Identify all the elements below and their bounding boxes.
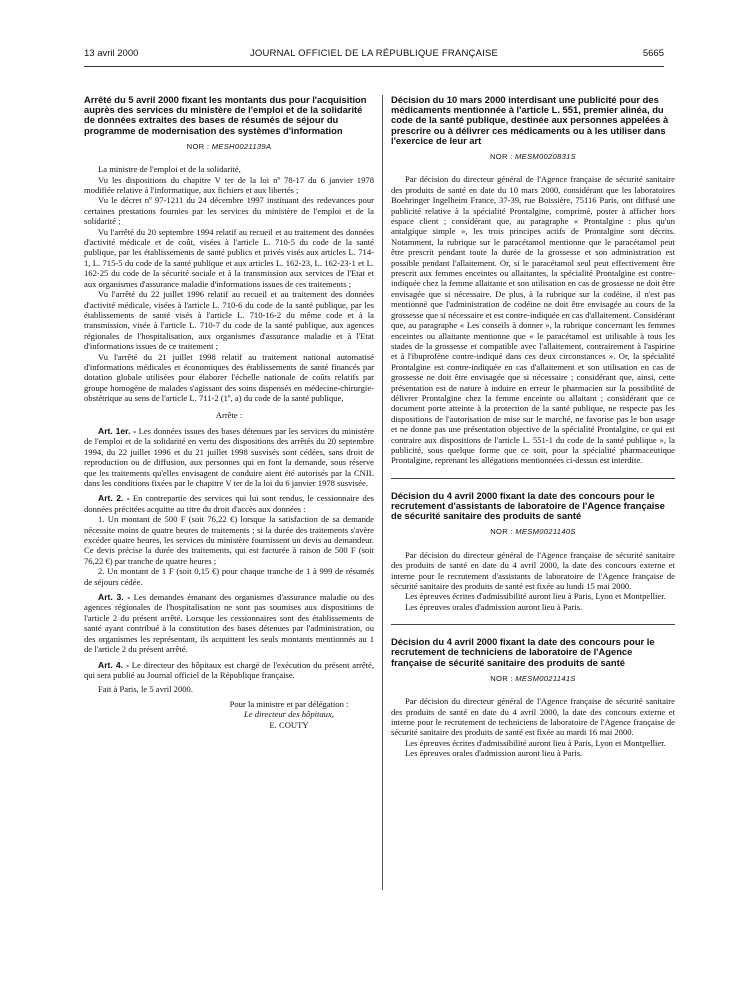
paragraph: La ministre de l'emploi et de la solidarité, — [98, 164, 241, 175]
signature-line-1: Pour la ministre et par délégation : — [229, 698, 349, 709]
right-column — [391, 95, 675, 759]
signature-name: E. COUTY — [269, 719, 309, 730]
arrete-label: Arrête : — [215, 409, 243, 420]
decision-3-heading: Décision du 4 avril 2000 fixant la date des concours pour le recrutement de techniciens de laboratoire de l'Agence française de sécurité sanitaire des produits de santé — [391, 636, 655, 668]
signature-line-2: Le directeur des hôpitaux, — [244, 709, 334, 720]
article-2: Art. 2. - En contrepartie des services qui lui sont rendus, le cessionnaire des données précitées acquitte au titre du droit d'accès aux données : — [84, 493, 374, 514]
section-rule — [391, 624, 675, 625]
article-4: Art. 4. - Le directeur des hôpitaux est chargé de l'exécution du présent arrêté, qui sera publié au Journal officiel de la République française. — [84, 659, 374, 680]
page-header — [84, 48, 664, 62]
fait-line: Fait à Paris, le 5 avril 2000. — [98, 684, 193, 695]
paragraph: Vu les dispositions du chapitre V ter de la loi nº 78-17 du 6 janvier 1978 modifiée relative à l'informatique, aux fichiers et aux libertés ; — [84, 174, 374, 196]
decision-3-nor: NOR : MESM0021141S — [490, 673, 576, 683]
column-divider — [382, 95, 383, 890]
arrete-heading: Arrêté du 5 avril 2000 fixant les montants dus pour l'acquisition auprès des services du ministère de l'emploi et de la solidarité de données extraites des bases de résumés de séjour du programme de modernisation des systèmes d'information — [84, 94, 367, 136]
header-rule — [84, 66, 664, 67]
paragraph: Les épreuves écrites d'admissibilité auront lieu à Paris, Lyon et Montpellier. — [405, 737, 666, 748]
paragraph: 2. Un montant de 1 F (soit 0,15 €) pour chaque tranche de 1 à 999 de résumés de séjours cédée. — [84, 566, 374, 587]
article-3: Art. 3. - Les demandes émanant des organismes d'assurance maladie ou des agences régionales de l'hospitalisation ne sont pas soumises aux dispositions de l'article 2 du présent arrêté. Lorsque les cessionnaires sont des établissements de santé ayant contribué à la constitution des bases détenues par l'administration, ou des organismes les représentant, ils acquittent les seuls montants mentionnés au 1 de l'article 2 du présent arrêté. — [84, 592, 375, 655]
decision-2-nor: NOR : MESM0021140S — [490, 527, 576, 537]
issue-date: 13 avril 2000 — [84, 48, 139, 59]
left-column — [84, 95, 374, 730]
section-rule — [391, 478, 675, 479]
decision-1-heading: Décision du 10 mars 2000 interdisant une publicité pour des médicaments mentionnée à l'article L. 551, premier alinéa, du code de la santé publique, destinée aux personnes appelées à prescrire ou à délivrer ces médicaments ou à les utiliser dans l'exercice de leur art — [391, 94, 669, 146]
page-number: 5665 — [642, 48, 664, 59]
decision-2-heading: Décision du 4 avril 2000 fixant la date des concours pour le recrutement d'assistants de laboratoire de l'Agence française de sécurité sanitaire des produits de santé — [391, 489, 665, 522]
article-1: Art. 1er. - Les données issues des bases détenues par les services du ministère de l'emploi et de la solidarité en vertu des dispositions des arrêtés du 20 septembre 1994, du 22 juillet 1996 et du 21 juillet 1998 susvisés sont cédées, sans droit de reproduction ou de diffusion, aux personnes qui en font la demande, sous réserve que les traitements qu'elles envisagent de conduire aient été autorisés par la CNIL dans les conditions fixées par le chapitre V ter de la loi du 6 janvier 1978 susvisée. — [84, 425, 374, 488]
paragraph: Vu l'arrêté du 22 juillet 1996 relatif au recueil et au traitement des données d'activité médicale, visées à l'article L. 710-6 du code de la santé publique, par les établissements de santé visés à l'article L. 710-16-2 du même code et à la transmission, visée à l'article L. 710-7 du code de la santé publique, aux agences régionales de l'hospitalisation, aux organismes d'assurance maladie et à l'Etat d'informations issues de ce traitement ; — [84, 289, 374, 352]
paragraph: Les épreuves orales d'admission auront lieu à Paris. — [405, 601, 583, 612]
decision-1-nor: NOR : MESM0020831S — [489, 152, 577, 162]
paragraph: Les épreuves écrites d'admissibilité auront lieu à Paris, Lyon et Montpellier. — [405, 591, 666, 602]
paragraph: 1. Un montant de 500 F (soit 76,22 €) lorsque la satisfaction de sa demande nécessite moins de quatre heures de traitements ; si la durée des traitements s'avère excéder quatre heures, les services du ministère fournissent un devis au demandeur. Ce devis précise la durée des traitements, qui est facturée à raison de 500 F (soit 76,22 €) par tranche de quatre heures ; — [84, 514, 374, 566]
paragraph: Vu l'arrêté du 20 septembre 1994 relatif au recueil et au traitement des données d'activité médicale et de coût, visées à l'article L. 710-5 du code de la santé publique, par les établissements de santé publics et privés visés aux articles L. 714-1, L. 715-5 du code de la santé publique et aux articles L. 162-23, L. 162-23-1 et L. 162-25 du code de la sécurité sociale et à la transmission aux services de l'Etat et aux organismes d'assurance maladie d'informations issues de ces traitements ; — [84, 226, 374, 289]
paragraph: Par décision du directeur général de l'Agence française de sécurité sanitaire des produits de santé en date du 10 mars 2000, considérant que les laboratoires Boehringer Ingelheim France, 37-39, rue Boissière, 75116 Paris, ont diffusé une publicité relative à la spécialité Prontalgine, comprimé, poster à afficher hors espace client ; considérant que, au paragraphe « Prontalgine : plus qu'un antalgique simple », les trois principes actifs de Prontalgine sont décrits. Notamment, la rubrique sur le paracétamol mentionne que le paracétamol peut être prescrit pendant toute la durée de la grossesse et son administration est possible pendant l'allaitement. Or, si le paracétamol seul peut effectivement être prescrit aux femmes enceintes ou allaitantes, la spécialité Prontalgine est contre-indiquée chez la femme allaitante et son utilisation en cas de grossesse ne doit être envisagée que si nécessaire. De plus, à la rubrique sur la codéine, il n'est pas mentionné que l'administration de codéine ne doit être envisagée au cours de la grossesse que si nécessaire et est contre-indiquée en cas d'allaitement. Considérant que, au paragraphe « Les conseils à donner », la rubrique concernant les femmes enceintes ou allaitante mentionne que « le paracétamol est utilisable à tous les stades de la grossesse et compatible avec l'allaitement, contrairement à l'aspirine et à l'ibuprofène contre-indiqué dans ces deux circonstances ». Or, la spécialité Prontalgine est contre-indiquée en cas d'allaitement et son utilisation en cas de grossesse ne doit être envisagée que si nécessaire ; considérant que, ainsi, cette présentation est de nature à induire en erreur le pharmacien sur la possibilité de délivrer Prontalgine chez la femme enceinte ou allaitant ; considérant que ce document porte atteinte à la protection de la santé publique, ne respecte pas les dispositions de l'autorisation de mise sur le marché, ne favorise pas le bon usage et ne donne pas une présentation objective de la spécialité Prontalgine, ce qui est contraire aux dispositions de l'article L. 551-1 du code de la santé publique », la publicité, sous quelque forme que ce soit, pour la spécialité pharmaceutique Prontalgine, reprenant les allégations mentionnées ci-dessus est interdite. — [391, 174, 675, 466]
paragraph: Par décision du directeur général de l'Agence française de sécurité sanitaire des produits de santé en date du 4 avril 2000, la date des concours externe et interne pour le recrutement de techniciens de laboratoire de l'Agence française de sécurité sanitaire des produits de santé est fixée au mardi 16 mai 2000. — [391, 696, 675, 738]
paragraph: Les épreuves orales d'admission auront lieu à Paris. — [405, 748, 583, 759]
journal-title: JOURNAL OFFICIEL DE LA RÉPUBLIQUE FRANÇAISE — [249, 48, 499, 59]
paragraph: Par décision du directeur général de l'Agence française de sécurité sanitaire des produits de santé en date du 4 avril 2000, la date des concours externe et interne pour le recrutement d'assistants de laboratoire de l'Agence française de sécurité sanitaire des produits de santé est fixée au lundi 15 mai 2000. — [391, 549, 675, 592]
arrete-nor: NOR : MESH0021139A — [186, 141, 272, 151]
paragraph: Vu le décret nº 97-1211 du 24 décembre 1997 instituant des redevances pour certaines prestations fournies par les services du ministère de l'emploi et de la solidarité ; — [84, 195, 374, 227]
paragraph: Vu l'arrêté du 21 juillet 1998 relatif au traitement national automatisé d'informations médicales et économiques des établissements de santé financés par dotation globale utilisées pour élaborer l'échelle nationale de coûts relatifs par groupe homogène de malades s'agissant des soins dispensés en médecine-chirurgie-obstétrique au sens de l'article L. 711-2 (1º, a) du code de la santé publique, — [84, 351, 374, 404]
